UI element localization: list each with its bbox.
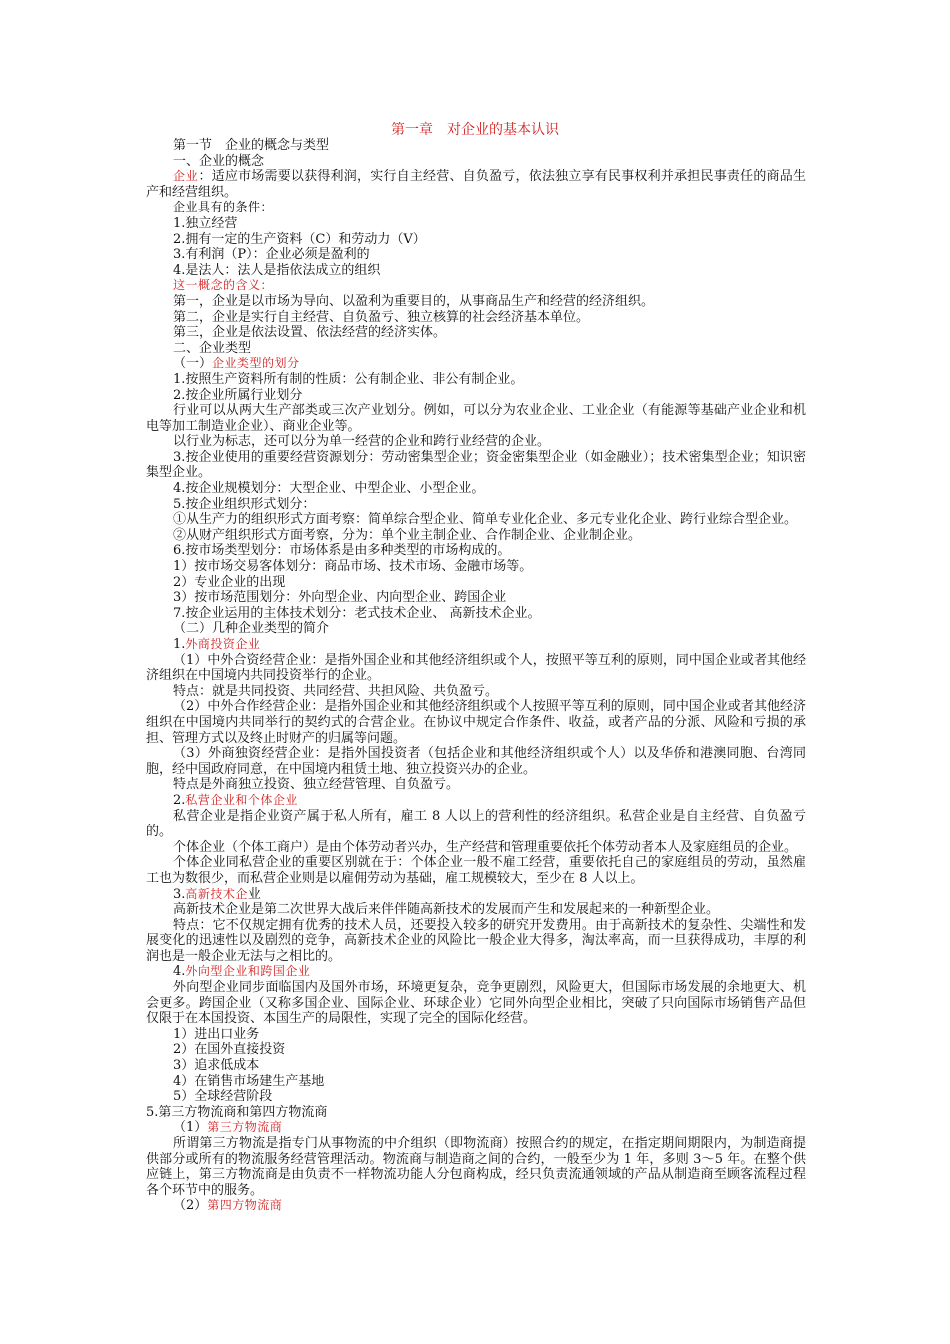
outward-title: 外向型企业和跨国企业 bbox=[185, 964, 311, 979]
meaning-item: 第一，企业是以市场为导向、以盈利为重要目的，从事商品生产和经营的经济组织。 bbox=[173, 293, 655, 309]
type-detail: 3）按市场范围划分：外向型企业、内向型企业、跨国企业 bbox=[173, 590, 507, 606]
meaning-item: 第二，企业是实行自主经营、自负盈亏、独立核算的社会经济基本单位。 bbox=[173, 309, 590, 325]
type-detail: 行业可以从两大生产部类或三次产业划分。例如，可以分为农业企业、工业企业（有能源等基础产业企业和机电等加工制造业企业）、商业企业等。 bbox=[146, 403, 806, 434]
condition-item: 1.独立经营 bbox=[173, 215, 238, 231]
logistics-sub2-title: 第四方物流商 bbox=[207, 1198, 283, 1213]
type-detail: 2）专业企业的出现 bbox=[173, 574, 286, 590]
heading-types: 二、企业类型 bbox=[173, 340, 252, 356]
hightech-paragraph: 高新技术企业是第二次世界大战后来伴伴随高新技术的发展而产生和发展起来的一种新型企业。 bbox=[173, 902, 720, 918]
type-item: 7.按企业运用的主体技术划分：老式技术企业、 高新技术企业。 bbox=[173, 605, 541, 621]
type-detail: 以行业为标志，还可以分为单一经营的企业和跨行业经营的企业。 bbox=[173, 434, 551, 450]
definition-text: ：适应市场需要以获得利润，实行自主经营、自负盈亏，依法独立享有民事权利并承担民事责任的商品生产和经营组织。 bbox=[146, 169, 806, 200]
heading-concept: 一、企业的概念 bbox=[173, 153, 265, 169]
logistics-sub1-prefix: （1） bbox=[173, 1120, 208, 1136]
foreign-title: 外商投资企业 bbox=[185, 637, 261, 651]
outward-list-item: 5）全球经营阶段 bbox=[173, 1089, 273, 1105]
hightech-paragraph: 特点：它不仅规定拥有优秀的技术人员，还要投入较多的研究开发费用。由于高新技术的复杂性、尖端性和发展变化的迅速性以及剧烈的竞争，高新技术企业的风险比一般企业大得多，淘汰率高，而一旦获得成功，丰厚的利润也是一般企业无法与之相比的。 bbox=[146, 917, 806, 964]
foreign-paragraph: 特点是外商独立投资、独立经营管理、自负盈亏。 bbox=[173, 777, 460, 793]
outward-list-item: 2）在国外直接投资 bbox=[173, 1042, 286, 1058]
type-item: 6.按市场类型划分：市场体系是由多种类型的市场构成的。 bbox=[173, 543, 511, 559]
logistics-sub1-title: 第三方物流商 bbox=[207, 1120, 283, 1135]
type-item: 3.按企业使用的重要经营资源划分：劳动密集型企业；资金密集型企业（如金融业）；技术密集型企业；知识密集型企业。 bbox=[146, 449, 806, 481]
outward-paragraph: 外向型企业同步面临国内及国外市场，环境更复杂，竞争更剧烈，风险更大，但国际市场发展的余地更大、机会更多。跨国企业（又称多国企业、国际企业、环球企业）它同外向型企业相比，突破了只向国际市场销售产品但仅限于在本国投资、本国生产的局限性，实现了完全的国际化经营。 bbox=[146, 980, 806, 1027]
section-heading: 第一节 企业的概念与类型 bbox=[173, 138, 330, 153]
foreign-paragraph: （2）中外合作经营企业：是指外国企业和其他经济组织或个人按照平等互利的原则，同中国企业或者其他经济组织在中国境内共同举行的契约式的合营企业。在协议中规定合作条件、收益，或者产品的分派、风险和亏损的承担、管理方式以及终止时财产的归属等问题。 bbox=[146, 699, 806, 746]
outward-list-item: 3）追求低成本 bbox=[173, 1058, 260, 1074]
outward-num: 4. bbox=[173, 964, 186, 980]
hightech-heading bbox=[146, 887, 806, 903]
definition-term: 企业 bbox=[173, 169, 199, 184]
subheading-classification bbox=[146, 356, 806, 372]
type-detail: ①从生产力的组织形式方面考察：简单综合型企业、简单专业化企业、多元专业化企业、跨行业综合型企业。 bbox=[173, 512, 798, 528]
private-title: 私营企业和个体企业 bbox=[185, 792, 298, 807]
foreign-paragraph: （1）中外合资经营企业：是指外国企业和其他经济组织或个人，按照平等互利的原则，同中国企业或者其他经济组织在中国境内共同投资举行的企业。 bbox=[146, 652, 806, 684]
foreign-paragraph: 特点：就是共同投资、共同经营、共担风险、共负盈亏。 bbox=[173, 683, 499, 699]
type-item: 4.按企业规模划分：大型企业、中型企业、小型企业。 bbox=[173, 481, 485, 497]
type-item: 5.按企业组织形式划分： bbox=[173, 496, 316, 512]
condition-item: 4.是法人：法人是指依法成立的组织 bbox=[173, 262, 381, 278]
subheading-title: 企业类型的划分 bbox=[212, 356, 300, 371]
logistics-sub2-prefix: （2） bbox=[173, 1198, 208, 1214]
definition-paragraph bbox=[146, 169, 806, 200]
outward-heading bbox=[146, 964, 806, 980]
private-heading bbox=[146, 793, 806, 809]
logistics-sub2 bbox=[146, 1198, 806, 1214]
type-detail: ②从财产组织形式方面考察，分为：单个业主制企业、合作制企业、企业制企业。 bbox=[173, 527, 642, 543]
subheading-intro: （二）几种企业类型的简介 bbox=[173, 621, 330, 637]
hightech-title: 高新技术企 bbox=[185, 886, 248, 901]
chapter-title: 第一章 对企业的基本认识 bbox=[391, 122, 559, 138]
type-detail: 1）按市场交易客体划分：商品市场、技术市场、金融市场等。 bbox=[173, 559, 533, 575]
private-paragraph: 个体企业同私营企业的重要区别就在于：个体企业一般不雇工经营，重要依托自己的家庭组员的劳动，虽然雇工也为数很少，而私营企业则是以雇佣劳动为基础，雇工规模较大，至少在 8 人以上。 bbox=[146, 855, 806, 886]
meaning-item: 第三，企业是依法设置、依法经营的经济实体。 bbox=[173, 325, 447, 341]
outward-list-item: 4）在销售市场建生产基地 bbox=[173, 1073, 325, 1089]
document-body bbox=[146, 138, 806, 1214]
condition-item: 2.拥有一定的生产资料（C）和劳动力（V） bbox=[173, 231, 426, 247]
outward-list-item: 1）进出口业务 bbox=[173, 1026, 260, 1042]
subheading-prefix: （一） bbox=[173, 356, 213, 372]
hightech-num: 3. bbox=[173, 886, 186, 902]
foreign-paragraph: （3）外商独资经营企业：是指外国投资者（包括企业和其他经济组织或个人）以及华侨和港澳同胞、台湾同胞，经中国政府同意，在中国境内租赁土地、独立投资兴办的企业。 bbox=[146, 746, 806, 777]
logistics-heading: 5.第三方物流商和第四方物流商 bbox=[146, 1104, 328, 1120]
meaning-heading: 这一概念的含义： bbox=[173, 278, 274, 293]
condition-item: 3.有利润（P）：企业必须是盈利的 bbox=[173, 247, 370, 263]
foreign-heading bbox=[146, 637, 806, 653]
private-num: 2. bbox=[173, 792, 186, 808]
hightech-tail: 业 bbox=[247, 886, 261, 902]
type-item: 2.按企业所属行业划分 bbox=[173, 387, 303, 403]
private-paragraph: 个体企业（个体工商户）是由个体劳动者兴办，生产经营和管理重要依托个体劳动者本人及家庭组员的企业。 bbox=[173, 839, 798, 855]
logistics-sub1 bbox=[146, 1120, 806, 1136]
type-item: 1.按照生产资料所有制的性质：公有制企业、非公有制企业。 bbox=[173, 371, 524, 387]
private-paragraph: 私营企业是指企业资产属于私人所有，雇工 8 人以上的营利性的经济组织。私营企业是自主经营、自负盈亏的。 bbox=[146, 808, 806, 840]
conditions-heading: 企业具有的条件： bbox=[173, 200, 274, 215]
logistics-paragraph: 所谓第三方物流是指专门从事物流的中介组织（即物流商）按照合约的规定，在指定期间期限内，为制造商提供部分或所有的物流服务经营管理活动。物流商与制造商之间的合约，一般至少为 1 年，多则 3～5 年。在整个供应链上，第三方物流商是由负责不一样物流功能人分包商构成，经只负责流通领域的产品从制造商至顾客流程过程各个环节中的服务。 bbox=[146, 1136, 806, 1198]
foreign-num: 1. bbox=[173, 637, 186, 652]
